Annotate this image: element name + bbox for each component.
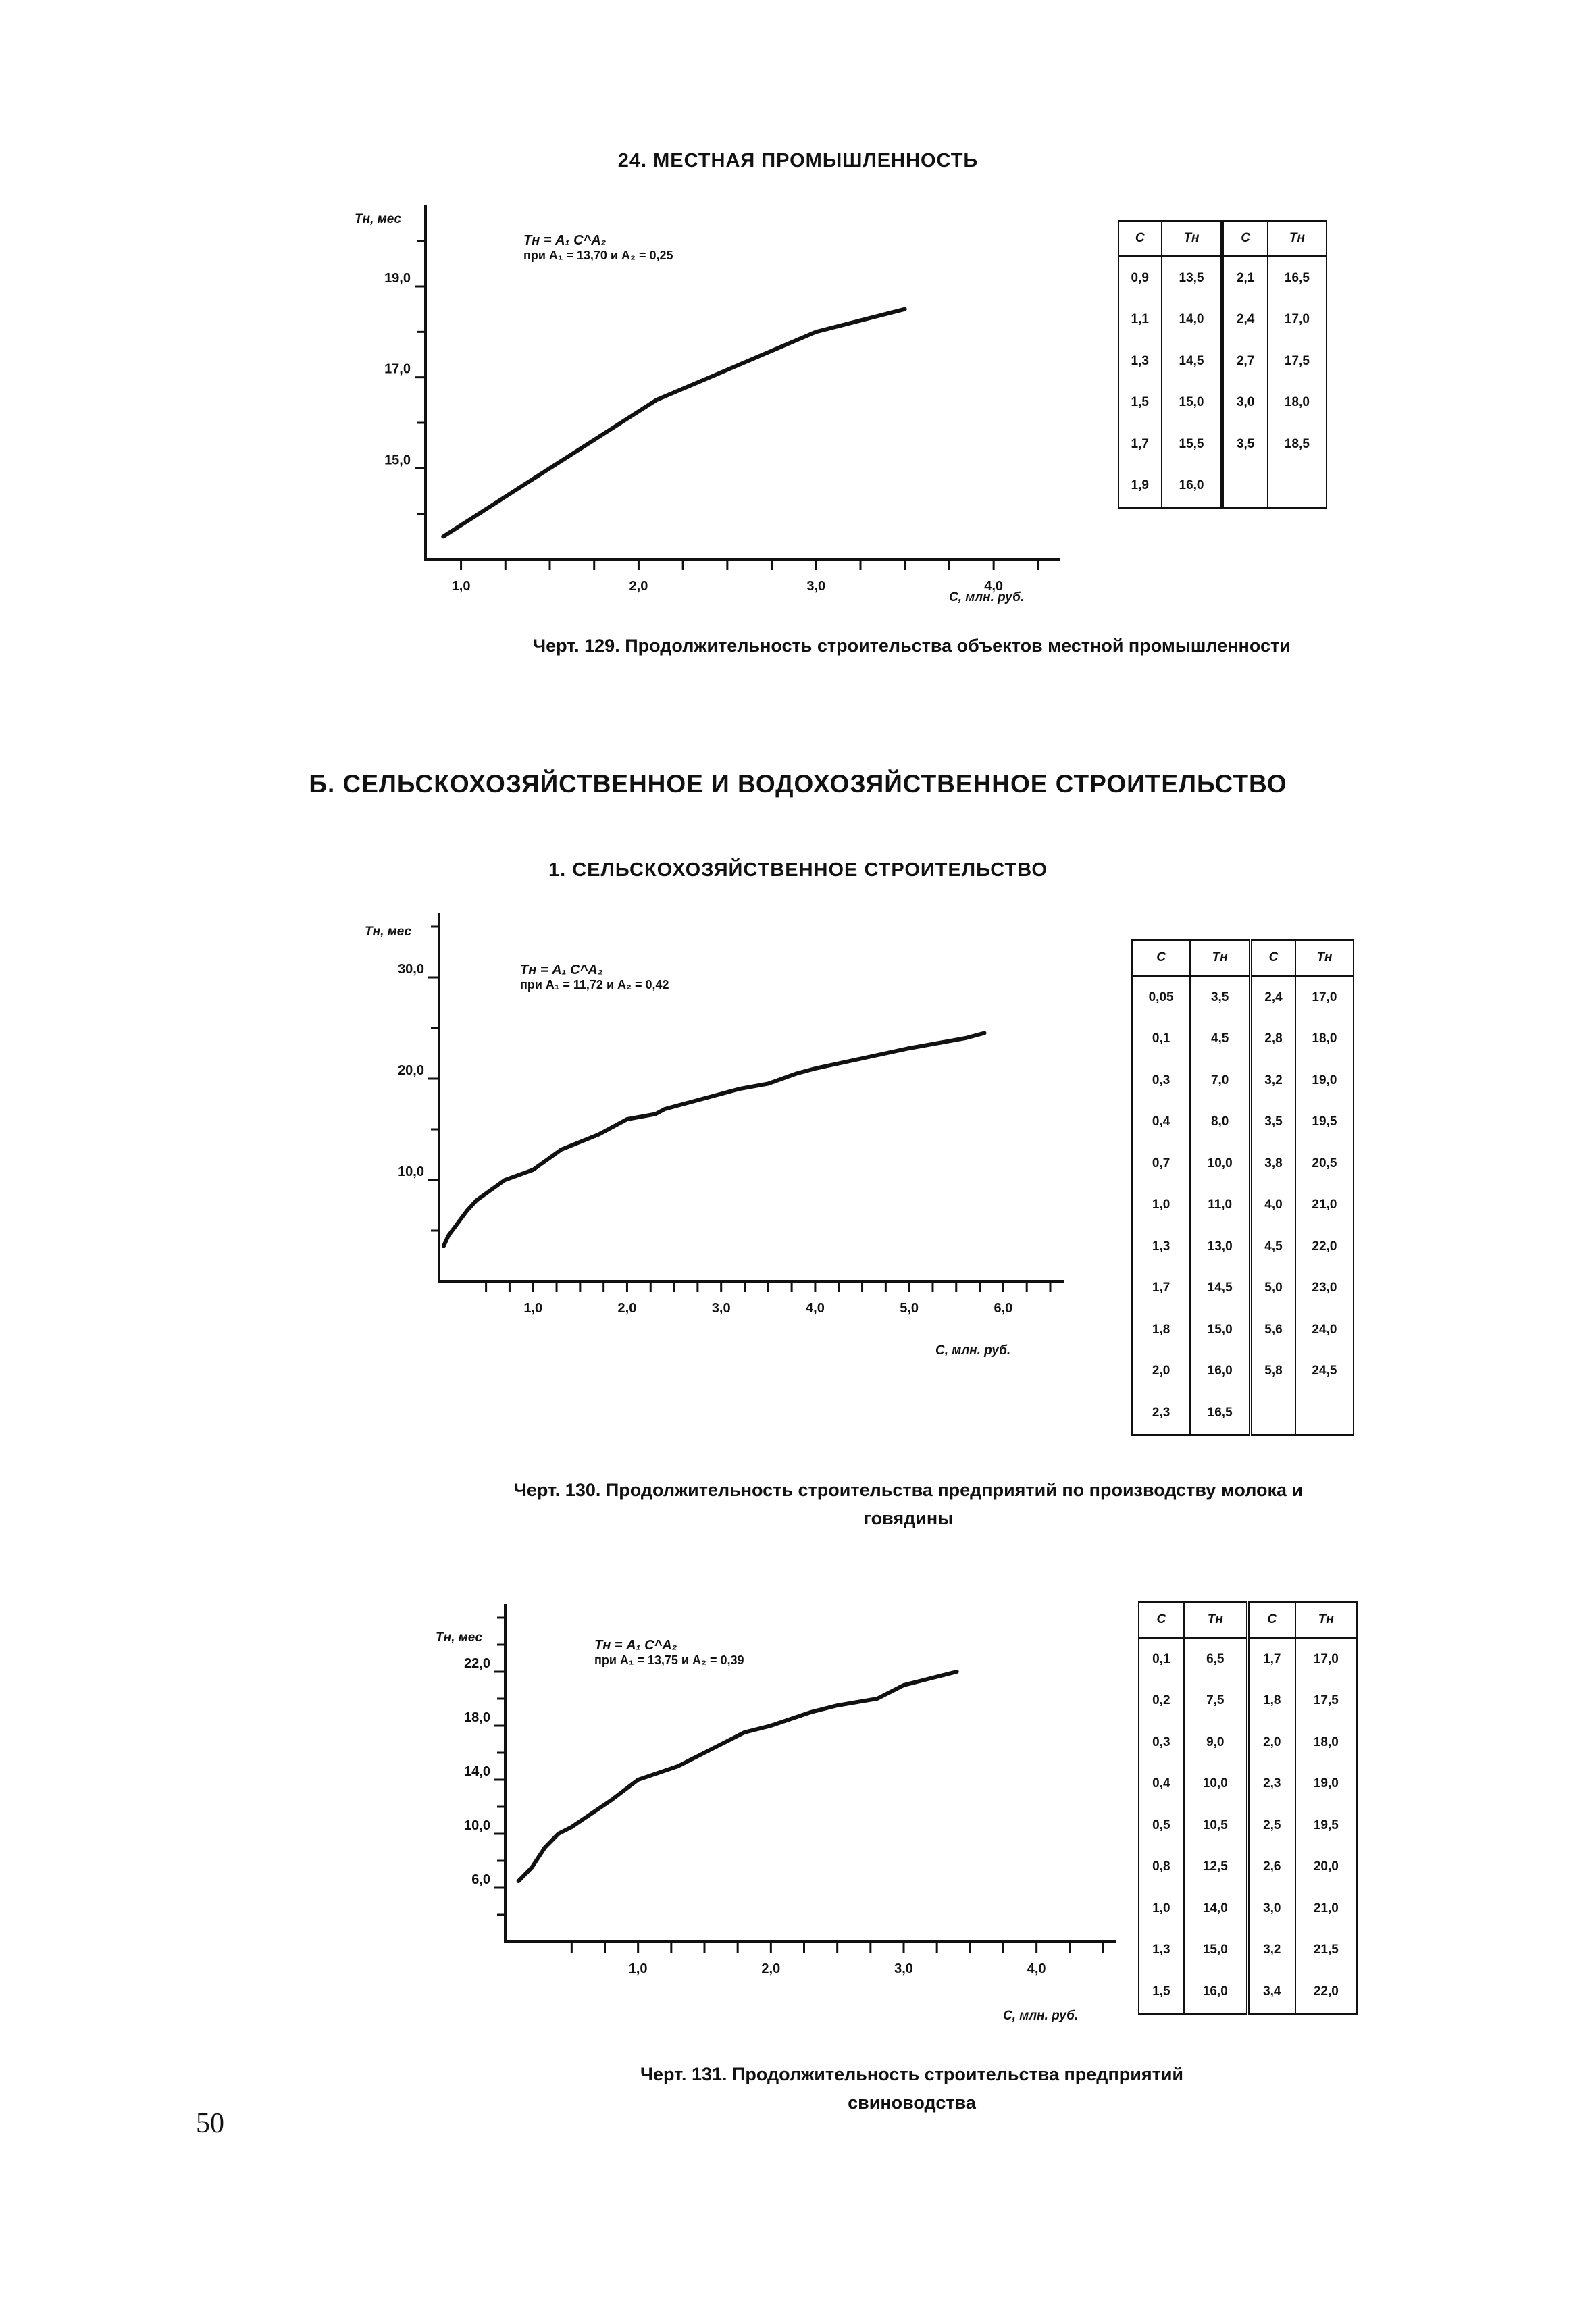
chart-131-table (1138, 1601, 1358, 2015)
table-cell-tn: 16,0 (1190, 1351, 1250, 1393)
table-cell-c: 0,1 (1132, 1019, 1190, 1060)
table-cell-c: 2,3 (1132, 1392, 1190, 1435)
table-cell-c: 2,6 (1247, 1847, 1295, 1888)
table-cell-tn: 18,5 (1268, 423, 1327, 465)
chart-130-formula-params: при А₁ = 11,72 и А₂ = 0,42 (520, 978, 669, 992)
table-cell-c: 4,0 (1251, 1185, 1295, 1227)
table-cell-c: 3,2 (1251, 1060, 1295, 1102)
chart-130-x-tick-label: 4,0 (806, 1301, 825, 1316)
table-cell-c: 2,1 (1222, 257, 1268, 299)
table-cell-tn: 18,0 (1295, 1019, 1354, 1060)
table-row (1118, 299, 1327, 341)
table-row (1139, 1847, 1357, 1888)
table-cell-c: 1,0 (1139, 1888, 1184, 1930)
table-cell-tn: 16,0 (1162, 465, 1222, 508)
table-cell-tn: 15,5 (1162, 423, 1222, 465)
table-cell-c: 0,1 (1139, 1638, 1184, 1680)
chart-131-x-axis-label: С, млн. руб. (1003, 2009, 1079, 2023)
table-header-tn: Тн (1295, 940, 1354, 976)
table-cell-tn: 19,0 (1295, 1764, 1357, 1805)
table-row (1132, 1019, 1354, 1060)
table-cell-c (1251, 1392, 1295, 1435)
table-header-c: С (1132, 940, 1190, 976)
table-cell-c: 5,0 (1251, 1268, 1295, 1310)
table-cell-tn: 18,0 (1268, 382, 1327, 424)
table-cell-c: 2,0 (1247, 1722, 1295, 1764)
chart-129-y-tick-label: 17,0 (384, 361, 411, 377)
chart-131-caption: Черт. 131. Продолжительность строительства предприятий свиноводства (640, 2064, 1184, 2113)
chart-130-y-tick-label: 10,0 (398, 1164, 424, 1179)
table-cell-tn: 17,5 (1268, 340, 1327, 382)
table-row (1118, 340, 1327, 382)
table-cell-tn: 14,0 (1162, 299, 1222, 341)
table-cell-tn: 19,5 (1295, 1102, 1354, 1143)
chart-131-formula-main: Тн = А₁ С^А₂ (594, 1638, 677, 1653)
table-row (1118, 382, 1327, 424)
table-header-tn: Тн (1162, 221, 1222, 257)
table-row (1132, 1102, 1354, 1143)
table-cell-c: 2,8 (1251, 1019, 1295, 1060)
chart-130-x-tick-label: 5,0 (900, 1301, 919, 1316)
table-cell-c: 5,6 (1251, 1309, 1295, 1351)
chart-129-axes (426, 205, 1060, 559)
table-header-c: С (1139, 1602, 1184, 1638)
table-header-tn: Тн (1268, 221, 1327, 257)
table-header-tn: Тн (1295, 1602, 1357, 1638)
chart-130-x-tick-label: 2,0 (617, 1301, 637, 1316)
table-row (1132, 1185, 1354, 1227)
table-cell-c: 0,2 (1139, 1680, 1184, 1722)
chart-130-curve (444, 1033, 985, 1246)
table-row (1139, 1888, 1357, 1930)
chart-129-curve (443, 309, 904, 537)
table-row (1118, 257, 1327, 299)
table-cell-tn: 9,0 (1184, 1722, 1248, 1764)
table-cell-tn (1295, 1392, 1354, 1435)
table-row (1132, 1060, 1354, 1102)
table-cell-c (1222, 465, 1268, 508)
chart-130-x-tick-label: 1,0 (523, 1301, 543, 1316)
table-cell-c: 2,5 (1247, 1805, 1295, 1847)
table-header-tn: Тн (1190, 940, 1250, 976)
table-cell-tn: 24,5 (1295, 1351, 1354, 1393)
chart-130-table (1131, 939, 1354, 1436)
chart-129-y-axis-label: Тн, мес (355, 212, 402, 226)
table-row (1139, 1971, 1357, 2013)
table-cell-tn: 23,0 (1295, 1268, 1354, 1310)
table-cell-tn: 6,5 (1184, 1638, 1248, 1680)
chart-130-y-tick-label: 30,0 (398, 962, 424, 977)
chart-131-formula-params: при А₁ = 13,75 и А₂ = 0,39 (594, 1653, 744, 1667)
table-cell-tn: 15,0 (1162, 382, 1222, 424)
table-cell-c: 1,1 (1118, 299, 1162, 341)
chart-130-caption: Черт. 130. Продолжительность строительства предприятий по производству молока и говядины (513, 1480, 1304, 1528)
table-cell-tn: 21,5 (1295, 1930, 1357, 1972)
table-cell-tn: 19,5 (1295, 1805, 1357, 1847)
table-cell-tn: 8,0 (1190, 1102, 1250, 1143)
table-cell-c: 3,5 (1222, 423, 1268, 465)
table-cell-tn: 20,0 (1295, 1847, 1357, 1888)
table-cell-c: 0,4 (1139, 1764, 1184, 1805)
chart-131-y-tick-label: 22,0 (464, 1656, 490, 1671)
table-cell-c: 1,3 (1118, 340, 1162, 382)
table-cell-c: 3,0 (1247, 1888, 1295, 1930)
table-cell-tn: 21,0 (1295, 1185, 1354, 1227)
chart-130-y-tick-label: 20,0 (398, 1063, 424, 1078)
table-cell-tn: 15,0 (1190, 1309, 1250, 1351)
table-cell-c: 0,3 (1132, 1060, 1190, 1102)
table-cell-c: 1,7 (1118, 423, 1162, 465)
table-header-c: С (1251, 940, 1295, 976)
table-cell-c: 1,9 (1118, 465, 1162, 508)
table-row (1132, 1268, 1354, 1310)
chart-130-formula-main: Тн = А₁ С^А₂ (520, 962, 603, 977)
table-cell-tn: 3,5 (1190, 976, 1250, 1019)
table-cell-c: 3,4 (1247, 1971, 1295, 2013)
table-cell-tn: 14,5 (1162, 340, 1222, 382)
table-row (1139, 1680, 1357, 1722)
table-cell-tn: 16,5 (1268, 257, 1327, 299)
table-cell-c: 1,0 (1132, 1185, 1190, 1227)
chart-129-formula (523, 233, 673, 263)
section-heading-agricultural-construction: 1. СЕЛЬСКОХОЗЯЙСТВЕННОЕ СТРОИТЕЛЬСТВО (548, 859, 1048, 881)
table-row (1139, 1764, 1357, 1805)
table-cell-c: 4,5 (1251, 1226, 1295, 1268)
table-cell-tn: 7,0 (1190, 1060, 1250, 1102)
table-cell-c: 2,4 (1251, 976, 1295, 1019)
table-cell-c: 3,8 (1251, 1143, 1295, 1185)
chart-129-x-tick-label: 2,0 (629, 579, 648, 594)
chart-131-y-axis-label: Тн, мес (436, 1630, 483, 1645)
chart-131-curve (519, 1672, 957, 1881)
chart-131-y-tick-label: 6,0 (471, 1872, 490, 1887)
chart-129-y-tick-label: 19,0 (384, 271, 411, 286)
table-cell-c: 2,0 (1132, 1351, 1190, 1393)
table-cell-tn: 19,0 (1295, 1060, 1354, 1102)
table-cell-tn: 14,0 (1184, 1888, 1248, 1930)
table-row (1139, 1638, 1357, 1680)
table-row (1118, 465, 1327, 508)
table-cell-tn: 24,0 (1295, 1309, 1354, 1351)
chart-129-formula-main: Тн = А₁ С^А₂ (523, 233, 607, 248)
table-cell-c: 1,8 (1247, 1680, 1295, 1722)
table-header-tn: Тн (1184, 1602, 1248, 1638)
table-cell-tn: 13,0 (1190, 1226, 1250, 1268)
table-cell-c: 1,3 (1132, 1226, 1190, 1268)
table-cell-tn: 21,0 (1295, 1888, 1357, 1930)
table-row (1139, 1805, 1357, 1847)
table-row (1132, 1226, 1354, 1268)
table-row (1132, 1309, 1354, 1351)
table-cell-c: 0,3 (1139, 1722, 1184, 1764)
chart-130-x-tick-label: 6,0 (994, 1301, 1013, 1316)
table-cell-c: 2,7 (1222, 340, 1268, 382)
table-cell-tn: 16,0 (1184, 1971, 1248, 2013)
table-header-c: С (1247, 1602, 1295, 1638)
table-cell-tn: 17,0 (1295, 1638, 1357, 1680)
table-row (1132, 1392, 1354, 1435)
chart-130-formula (520, 962, 669, 992)
table-header-c: С (1118, 221, 1162, 257)
chart-129-x-tick-label: 3,0 (806, 579, 826, 594)
table-cell-c: 2,4 (1222, 299, 1268, 341)
table-cell-tn: 13,5 (1162, 257, 1222, 299)
chart-129-table (1118, 220, 1327, 509)
table-cell-tn: 17,0 (1268, 299, 1327, 341)
table-cell-c: 1,5 (1118, 382, 1162, 424)
table-cell-tn: 10,0 (1184, 1764, 1248, 1805)
table-cell-tn: 20,5 (1295, 1143, 1354, 1185)
table-cell-c: 0,05 (1132, 976, 1190, 1019)
table-header-c: С (1222, 221, 1268, 257)
table-cell-tn: 17,0 (1295, 976, 1354, 1019)
section-heading-local-industry: 24. МЕСТНАЯ ПРОМЫШЛЕННОСТЬ (617, 150, 979, 172)
chart-129-x-tick-label: 1,0 (451, 579, 471, 594)
table-cell-tn: 12,5 (1184, 1847, 1248, 1888)
chart-129-formula-params: при А₁ = 13,70 и А₂ = 0,25 (523, 249, 673, 262)
chart-129-x-tick-label: 4,0 (984, 579, 1004, 594)
table-cell-c: 3,0 (1222, 382, 1268, 424)
table-cell-c: 1,5 (1139, 1971, 1184, 2013)
chart-129-y-tick-label: 15,0 (384, 453, 411, 468)
table-cell-c: 1,8 (1132, 1309, 1190, 1351)
table-row (1132, 1143, 1354, 1185)
table-cell-tn: 10,0 (1190, 1143, 1250, 1185)
table-row (1139, 1722, 1357, 1764)
table-cell-tn: 15,0 (1184, 1930, 1248, 1972)
table-cell-c: 1,7 (1247, 1638, 1295, 1680)
chart-129-caption: Черт. 129. Продолжительность строительства объектов местной промышленности (533, 636, 1291, 656)
table-cell-tn: 22,0 (1295, 1971, 1357, 2013)
table-cell-c: 0,8 (1139, 1847, 1184, 1888)
chart-131-x-tick-label: 1,0 (628, 1961, 648, 1976)
table-cell-c: 2,3 (1247, 1764, 1295, 1805)
table-cell-c: 0,7 (1132, 1143, 1190, 1185)
chart-130-x-tick-label: 3,0 (711, 1301, 731, 1316)
chart-131-y-tick-label: 14,0 (464, 1764, 490, 1779)
table-cell-tn: 10,5 (1184, 1805, 1248, 1847)
chart-131-y-tick-label: 18,0 (464, 1710, 490, 1725)
chart-131-x-tick-label: 3,0 (894, 1961, 913, 1976)
table-cell-c: 0,5 (1139, 1805, 1184, 1847)
table-cell-tn: 17,5 (1295, 1680, 1357, 1722)
chart-131-y-tick-label: 10,0 (464, 1818, 490, 1833)
table-row (1139, 1930, 1357, 1972)
chart-129-x-axis-label: С, млн. руб. (949, 590, 1025, 605)
chart-130-y-axis-label: Тн, мес (365, 925, 412, 939)
table-cell-c: 3,2 (1247, 1930, 1295, 1972)
chart-131-x-tick-label: 4,0 (1027, 1961, 1046, 1976)
table-cell-c: 1,7 (1132, 1268, 1190, 1310)
table-cell-c: 5,8 (1251, 1351, 1295, 1393)
table-cell-tn (1268, 465, 1327, 508)
chart-131-x-tick-label: 2,0 (761, 1961, 781, 1976)
chart-131-formula (594, 1638, 744, 1668)
table-cell-tn: 16,5 (1190, 1392, 1250, 1435)
table-row (1132, 1351, 1354, 1393)
table-cell-c: 1,3 (1139, 1930, 1184, 1972)
table-cell-tn: 4,5 (1190, 1019, 1250, 1060)
table-cell-tn: 18,0 (1295, 1722, 1357, 1764)
chart-130-x-axis-label: С, млн. руб. (935, 1343, 1011, 1358)
table-cell-tn: 22,0 (1295, 1226, 1354, 1268)
table-row (1118, 423, 1327, 465)
table-row (1132, 976, 1354, 1019)
table-cell-c: 0,4 (1132, 1102, 1190, 1143)
table-cell-tn: 7,5 (1184, 1680, 1248, 1722)
table-cell-tn: 11,0 (1190, 1185, 1250, 1227)
table-cell-c: 3,5 (1251, 1102, 1295, 1143)
table-cell-c: 0,9 (1118, 257, 1162, 299)
page-number: 50 (196, 2108, 224, 2139)
part-heading-agricultural: Б. СЕЛЬСКОХОЗЯЙСТВЕННОЕ И ВОДОХОЗЯЙСТВЕННОЕ СТРОИТЕЛЬСТВО (309, 770, 1287, 798)
table-cell-tn: 14,5 (1190, 1268, 1250, 1310)
